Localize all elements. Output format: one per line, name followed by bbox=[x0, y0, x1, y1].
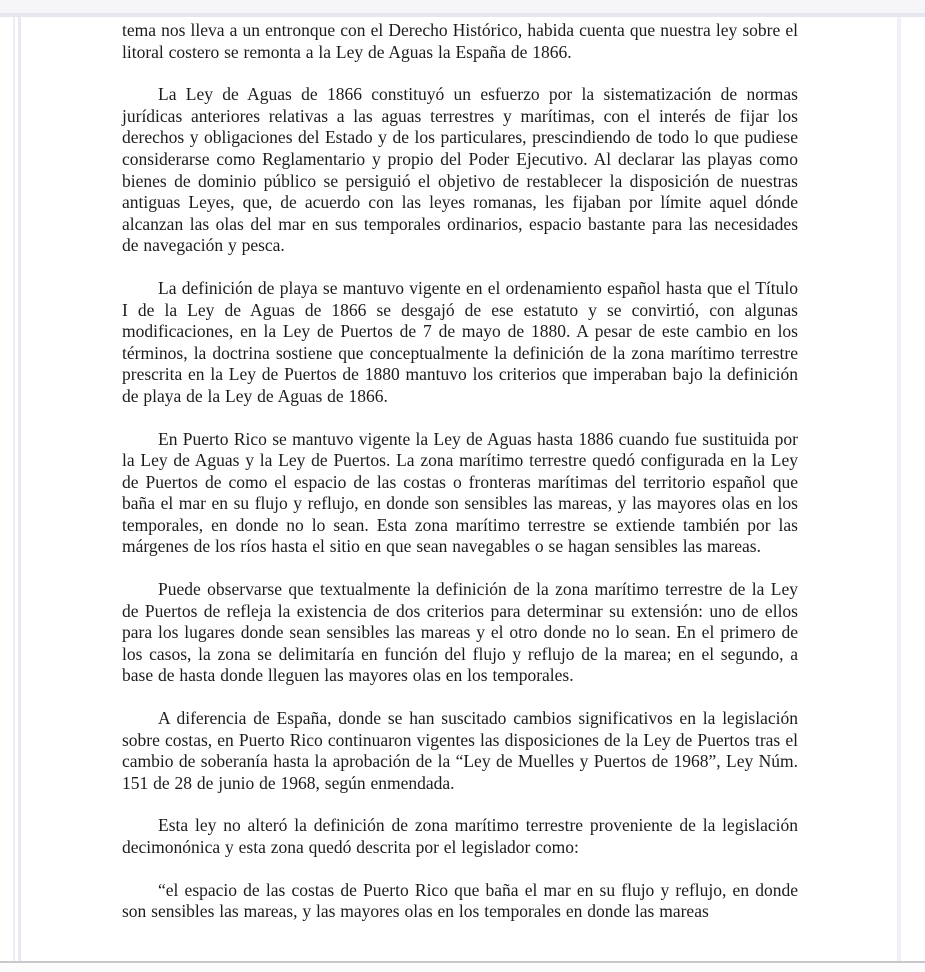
paragraph: A diferencia de España, donde se han suscitado cambios significativos en la legislación sobre costas, en Puerto Rico continuaron vigentes las disposiciones de la Ley de Puertos tras el cambio de soberanía hasta la aprobación de la “Ley de Muelles y Puertos de 1968”, Ley Núm. 151 de 28 de junio de 1968, según enmendada. bbox=[122, 708, 798, 793]
paragraph: Puede observarse que textualmente la definición de la zona marítimo terrestre de la Ley de Puertos de refleja la existencia de dos criterios para determinar su extensión: uno de ellos para los lugares donde sean sensibles las mareas y el otro donde no lo sean. En el primero de los casos, la zona se delimitaría en función del flujo y reflujo de la marea; en el segundo, a base de hasta donde lleguen las mayores olas en los temporales. bbox=[122, 579, 798, 686]
left-border-line-inner bbox=[18, 17, 21, 961]
paragraph-quote: “el espacio de las costas de Puerto Rico que baña el mar en su flujo y reflujo, en donde son sensibles las mareas, y las mayores olas en los temporales en donde las mareas bbox=[122, 879, 798, 922]
right-border-line bbox=[897, 17, 901, 961]
top-margin-strip bbox=[0, 0, 925, 13]
paragraph-continuation: tema nos lleva a un entronque con el Derecho Histórico, habida cuenta que nuestra ley sobre el litoral costero se remonta a la Ley de Aguas la España de 1866. bbox=[122, 20, 798, 62]
paragraph: La Ley de Aguas de 1866 constituyó un esfuerzo por la sistematización de normas jurídicas anteriores relativas a las aguas terrestres y marítimas, con el interés de fijar los derechos y obligaciones del Estado y de los particulares, prescindiendo de todo lo que pudiese considerarse como Reglamentario y propio del Poder Ejecutivo. Al declarar las playas como bienes de dominio público se persiguió el objetivo de restablecer la disposición de nuestras antiguas Leyes, que, de acuerdo con las leyes romanas, les fijaban por límite aquel dónde alcanzan las olas del mar en sus temporales ordinarios, espacio bastante para las necesidades de navegación y pesca. bbox=[122, 84, 798, 256]
paragraph: Esta ley no alteró la definición de zona marítimo terrestre proveniente de la legislación decimonónica y esta zona quedó descrita por el legislador como: bbox=[122, 815, 798, 857]
bottom-margin-strip bbox=[0, 963, 925, 972]
paragraph: En Puerto Rico se mantuvo vigente la Ley de Aguas hasta 1886 cuando fue sustituida por la Ley de Aguas y la Ley de Puertos. La zona marítimo terrestre quedó configurada en la Ley de Puertos de como el espacio de las costas o fronteras marítimas del territorio español que baña el mar en su flujo y reflujo, en donde son sensibles las mareas, y las mayores olas en los temporales, en donde no lo sean. Esta zona marítimo terrestre se extiende también por las márgenes de los ríos hasta el sitio en que sean navegables o se hagan sensibles las mareas. bbox=[122, 428, 798, 557]
left-border-line-outer bbox=[13, 17, 15, 961]
page-text-block bbox=[122, 20, 798, 944]
paragraph: La definición de playa se mantuvo vigente en el ordenamiento español hasta que el Título I de la Ley de Aguas de 1866 se desgajó de ese estatuto y se convirtió, con algunas modificaciones, en la Ley de Puertos de 7 de mayo de 1880. A pesar de este cambio en los términos, la doctrina sostiene que conceptualmente la definición de la zona marítimo terrestre prescrita en la Ley de Puertos de 1880 mantuvo los criterios que imperaban bajo la definición de playa de la Ley de Aguas de 1866. bbox=[122, 277, 798, 406]
